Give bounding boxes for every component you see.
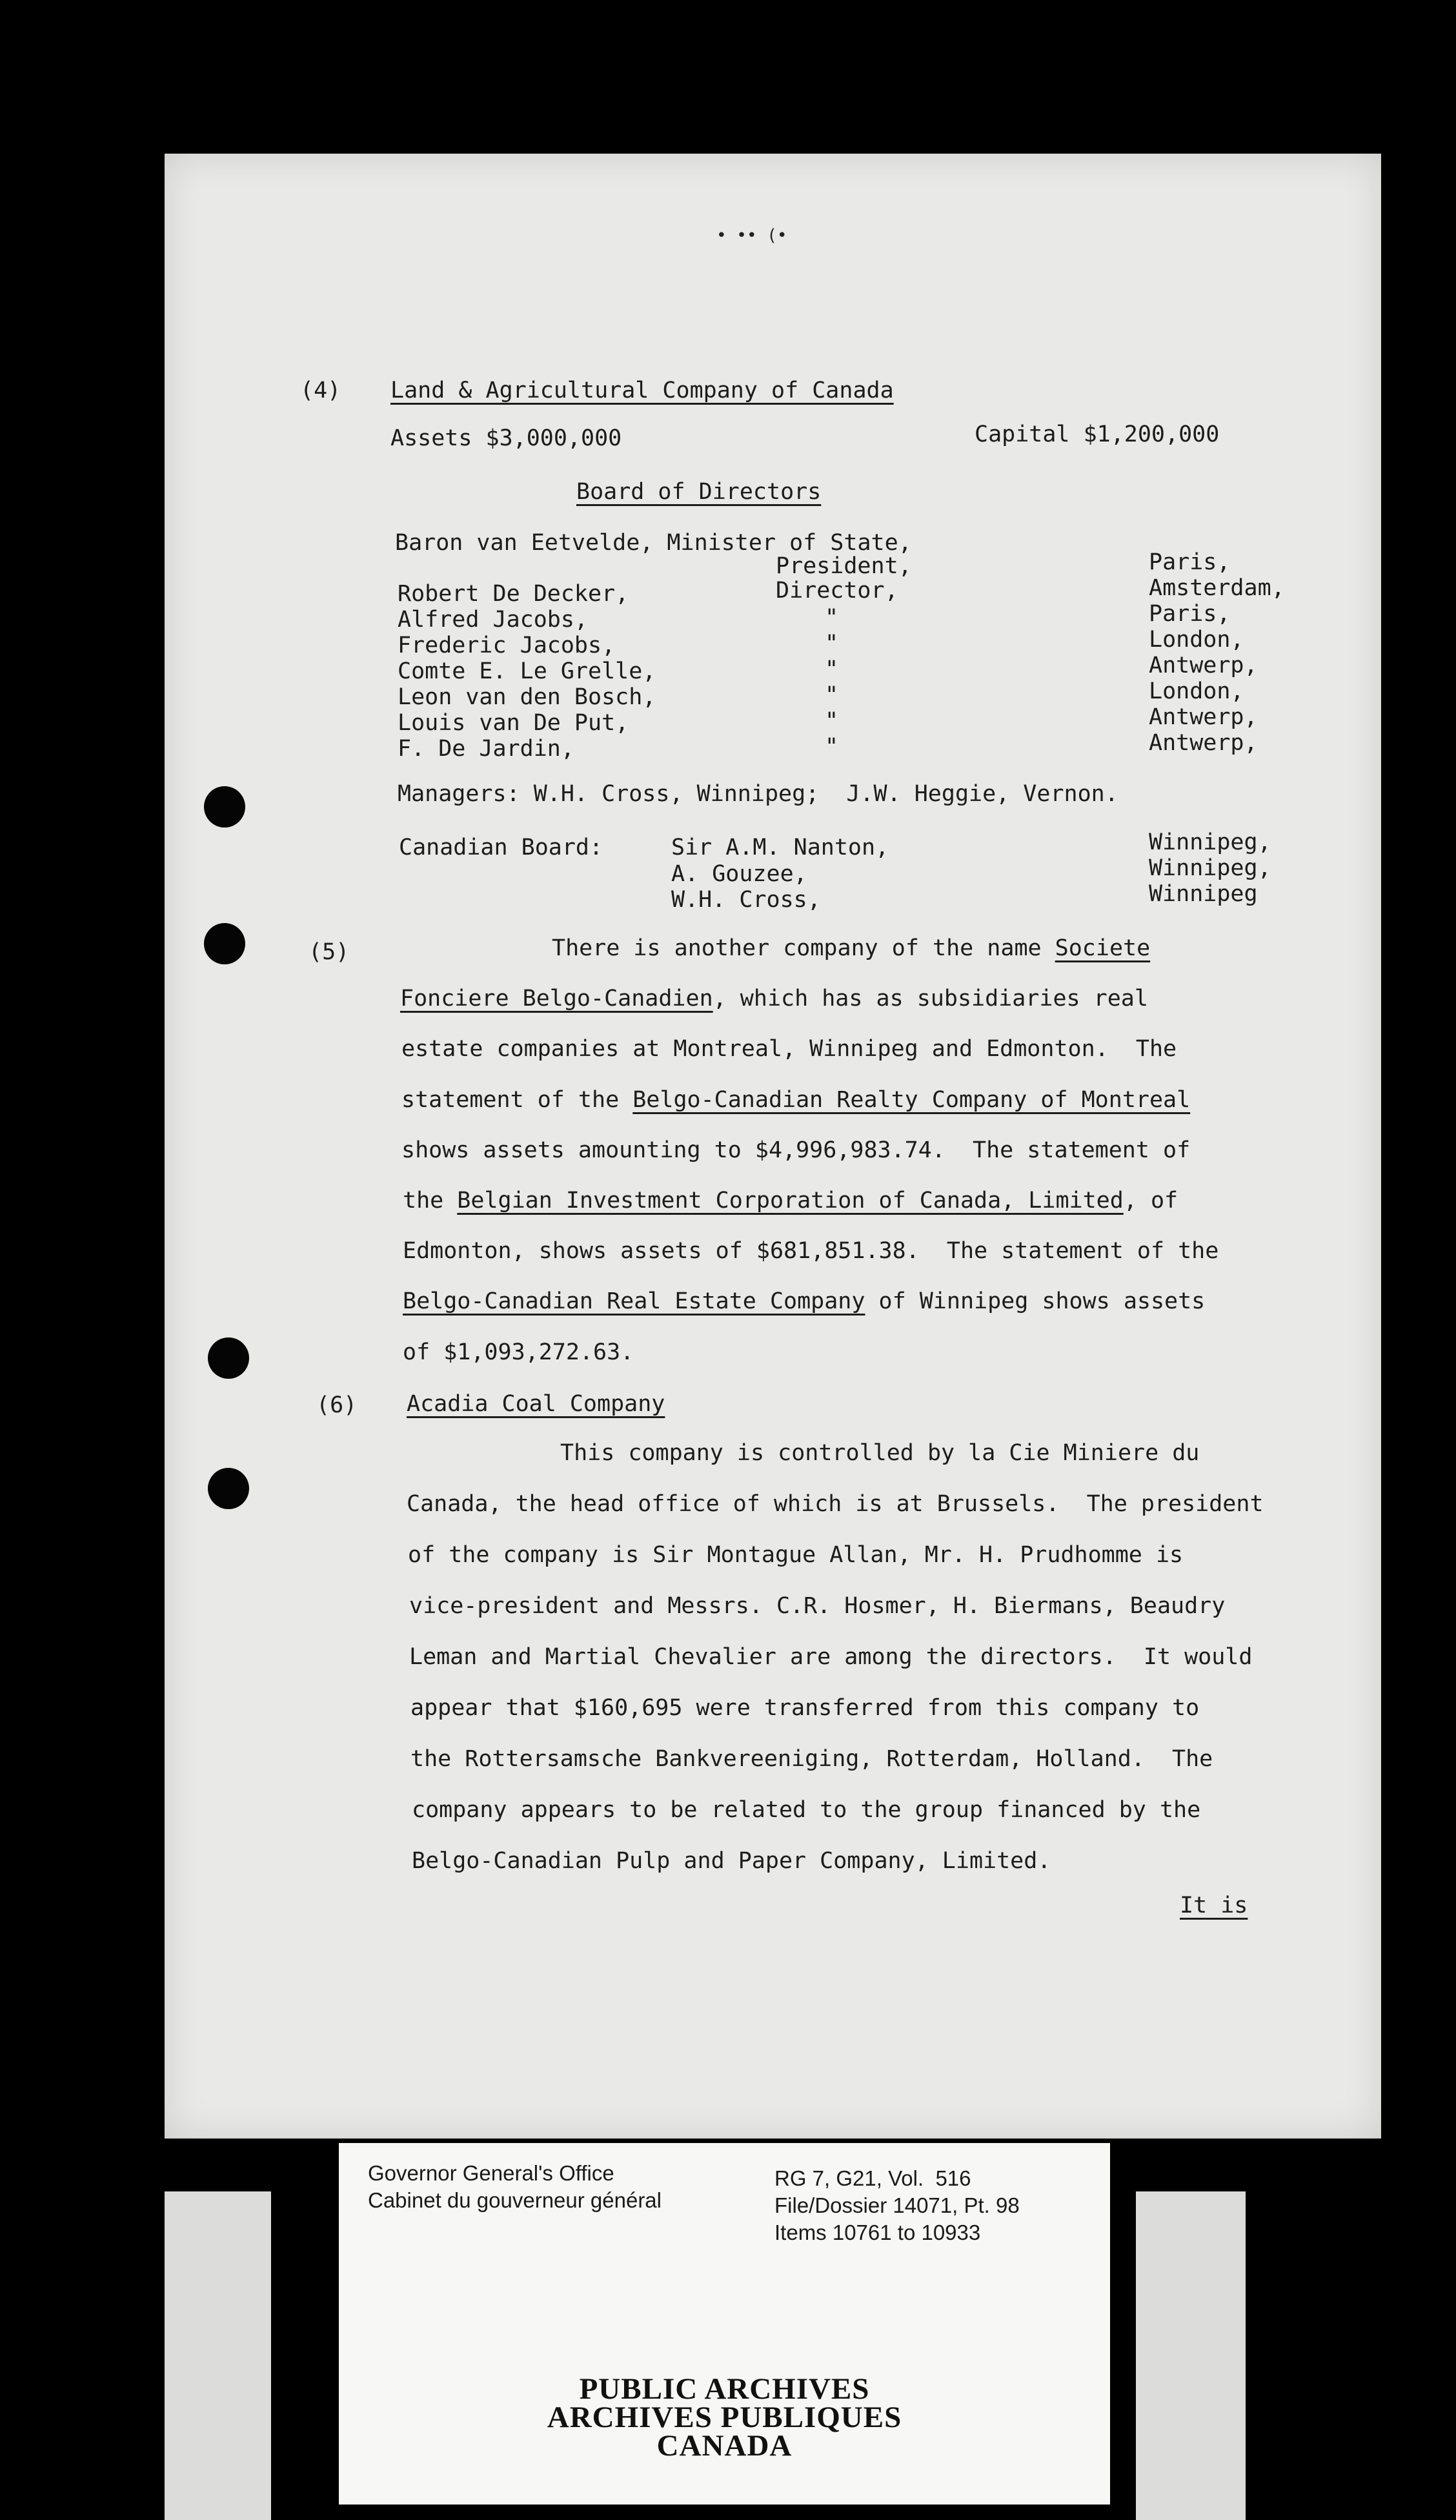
section-5-line-2 <box>400 988 1148 1010</box>
director-city: Amsterdam, <box>1149 575 1285 601</box>
chair-city: Paris, <box>1149 549 1231 575</box>
director-city: Paris, <box>1149 601 1231 627</box>
section-5-number: (5) <box>308 939 350 965</box>
text-run: the <box>403 1188 458 1214</box>
text-run: , of <box>1123 1188 1178 1214</box>
section-6-line-4: vice-president and Messrs. C.R. Hosmer, H. Biermans, Beaudry <box>409 1593 1226 1619</box>
film-strip-right <box>1136 2191 1246 2520</box>
canadian-board-label: Canadian Board: <box>399 835 603 860</box>
section-6-line-5: Leman and Martial Chevalier are among the directors. It would <box>409 1644 1253 1670</box>
director-title: " <box>825 631 839 656</box>
film-strip-left <box>165 2191 271 2520</box>
chair-name: Baron van Eetvelde, Minister of State, <box>395 530 912 556</box>
section-5-line-3: estate companies at Montreal, Winnipeg and Edmonton. The <box>401 1036 1177 1062</box>
director-title: " <box>825 656 839 682</box>
director-name: Louis van De Put, <box>398 710 629 736</box>
section-5-line-4 <box>401 1089 1190 1112</box>
director-city: London, <box>1149 678 1244 704</box>
ref-rg: RG 7, G21, Vol. 516 <box>774 2166 971 2190</box>
director-city: London, <box>1149 627 1244 653</box>
board-member-city: Winnipeg, <box>1149 855 1271 881</box>
text-run: of Winnipeg shows assets <box>865 1288 1206 1314</box>
board-member-city: Winnipeg, <box>1149 829 1271 855</box>
section-6-title: Acadia Coal Company <box>407 1391 665 1417</box>
section-5-line-1 <box>552 937 1150 960</box>
section-6-number: (6) <box>316 1392 358 1418</box>
text-run: , which has as subsidiaries real <box>713 986 1148 1011</box>
ref-items: Items 10761 to 10933 <box>774 2220 981 2244</box>
section-6-line-8: company appears to be related to the group financed by the <box>412 1797 1201 1823</box>
section-5-line-9: of $1,093,272.63. <box>403 1339 634 1365</box>
director-title: " <box>825 708 839 734</box>
punch-hole <box>208 1337 249 1379</box>
stamp-line-3: CANADA <box>656 2429 793 2463</box>
director-title: " <box>825 734 839 760</box>
section-6-line-2: Canada, the head office of which is at Brussels. The president <box>407 1491 1264 1517</box>
stamp-line-2: ARCHIVES PUBLIQUES <box>547 2401 902 2434</box>
punch-hole <box>204 923 245 964</box>
board-member-name: A. Gouzee, <box>671 861 807 887</box>
punch-hole <box>208 1468 249 1509</box>
section-5-line-7: Edmonton, shows assets of $681,851.38. The statement of the <box>403 1238 1219 1264</box>
director-name: Robert De Decker, <box>398 581 629 607</box>
company-name: Societe <box>1055 935 1151 961</box>
director-city: Antwerp, <box>1149 653 1258 678</box>
managers-line: Managers: W.H. Cross, Winnipeg; J.W. Heggie, Vernon. <box>398 781 1118 807</box>
company-name: Belgo-Canadian Realty Company of Montreal <box>632 1087 1191 1113</box>
capital-value: Capital $1,200,000 <box>975 422 1220 447</box>
director-name: F. De Jardin, <box>398 736 574 762</box>
company-name: Belgian Investment Corporation of Canada, Limited <box>457 1188 1124 1214</box>
director-title: " <box>825 682 839 708</box>
archive-label <box>339 2143 1110 2505</box>
catchword: It is <box>1180 1893 1248 1918</box>
text-run: There is another company of the name <box>552 935 1055 961</box>
director-city: Antwerp, <box>1149 704 1258 730</box>
board-member-name: W.H. Cross, <box>671 887 821 913</box>
director-name: Frederic Jacobs, <box>398 633 616 658</box>
director-title: Director, <box>776 578 898 604</box>
section-6-line-7: the Rottersamsche Bankvereeniging, Rotterdam, Holland. The <box>410 1746 1213 1772</box>
company-name: Fonciere Belgo-Canadien <box>400 986 713 1011</box>
section-4-title: Land & Agricultural Company of Canada <box>390 378 894 403</box>
section-6-line-6: appear that $160,695 were transferred from this company to <box>410 1695 1200 1721</box>
board-member-name: Sir A.M. Nanton, <box>671 835 889 860</box>
assets-value: Assets $3,000,000 <box>390 425 622 451</box>
text-run: statement of the <box>401 1087 633 1113</box>
section-6-line-3: of the company is Sir Montague Allan, Mr. H. Prudhomme is <box>408 1542 1184 1568</box>
section-5-line-6 <box>403 1190 1178 1212</box>
board-member-city: Winnipeg <box>1149 881 1258 907</box>
director-city: Antwerp, <box>1149 730 1258 756</box>
office-en: Governor General's Office <box>368 2161 614 2185</box>
section-5-line-5: shows assets amounting to $4,996,983.74. The statement of <box>401 1137 1191 1163</box>
board-heading: Board of Directors <box>576 479 822 505</box>
punch-hole <box>204 786 245 828</box>
office-fr: Cabinet du gouverneur général <box>368 2188 662 2212</box>
page-mark: • •• (• <box>716 226 787 245</box>
ref-file: File/Dossier 14071, Pt. 98 <box>774 2193 1020 2217</box>
company-name: Belgo-Canadian Real Estate Company <box>403 1288 865 1314</box>
chair-title: President, <box>776 553 912 579</box>
section-4-number: (4) <box>300 378 341 403</box>
director-name: Leon van den Bosch, <box>398 684 656 710</box>
director-title: " <box>825 605 839 631</box>
section-5-line-8 <box>403 1290 1205 1313</box>
section-6-line-9: Belgo-Canadian Pulp and Paper Company, Limited. <box>412 1848 1051 1874</box>
stamp-line-1: PUBLIC ARCHIVES <box>579 2372 870 2406</box>
section-6-line-1: This company is controlled by la Cie Miniere du <box>560 1440 1200 1466</box>
director-name: Alfred Jacobs, <box>398 607 589 633</box>
director-name: Comte E. Le Grelle, <box>398 658 656 684</box>
